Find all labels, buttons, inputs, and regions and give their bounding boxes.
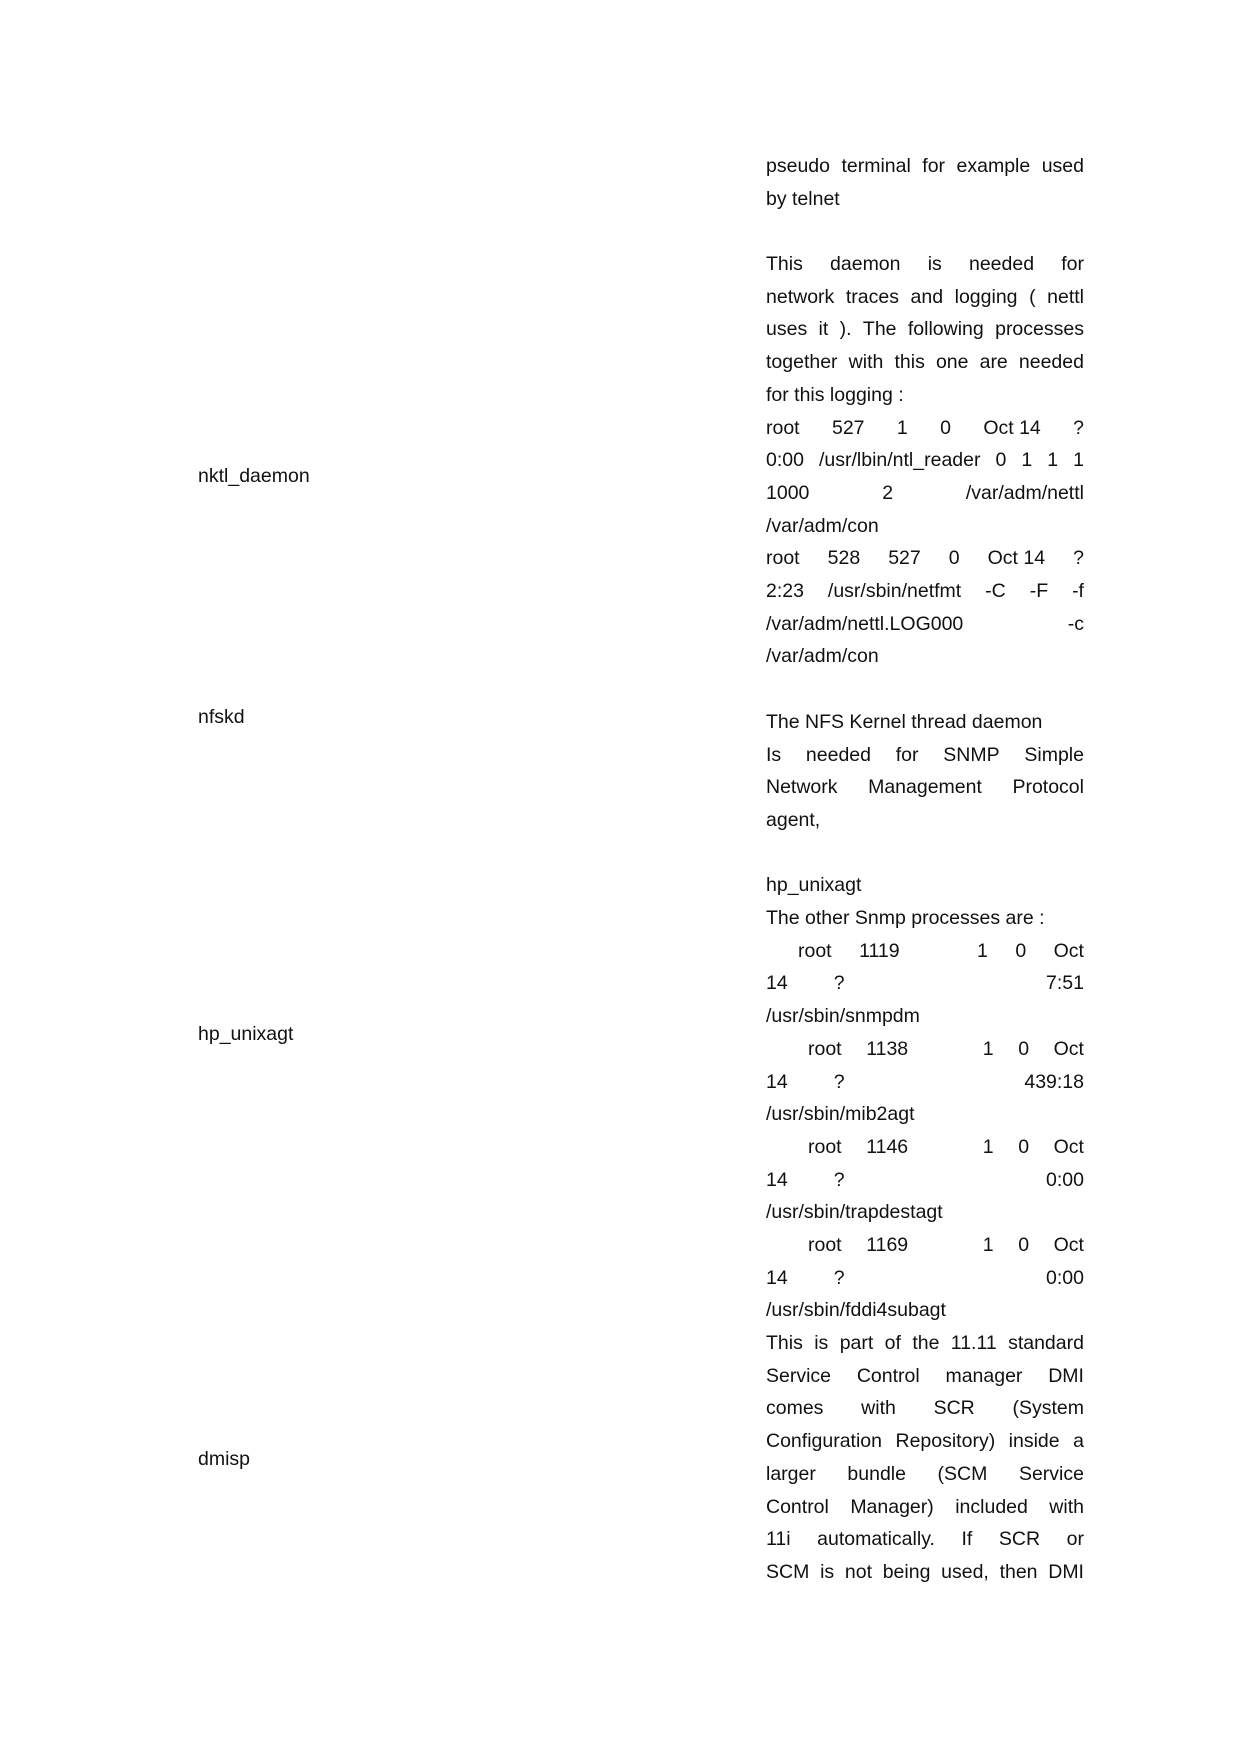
text-line: Is needed for SNMP Simple bbox=[766, 743, 1084, 766]
text-line: Service Control manager DMI bbox=[766, 1364, 1084, 1387]
process-line: root 1146 1 0 Oct bbox=[808, 1135, 1084, 1158]
text-line: The NFS Kernel thread daemon bbox=[766, 710, 1043, 733]
text-line: larger bundle (SCM Service bbox=[766, 1462, 1084, 1485]
text-line: Configuration Repository) inside a bbox=[766, 1430, 1084, 1453]
text-line: network traces and logging ( nettl bbox=[766, 285, 1084, 308]
description-column bbox=[766, 150, 1084, 1589]
process-line: 0:00 /usr/lbin/ntl_reader 0 1 1 1 bbox=[766, 449, 1084, 472]
text-line: uses it ). The following processes bbox=[766, 318, 1084, 341]
text-line: SCM is not being used, then DMI bbox=[766, 1561, 1084, 1583]
process-line: /usr/sbin/fddi4subagt bbox=[766, 1299, 946, 1322]
text-line: together with this one are needed bbox=[766, 351, 1084, 374]
process-line: /var/adm/con bbox=[766, 514, 879, 537]
process-line: root 1169 1 0 Oct bbox=[808, 1233, 1084, 1256]
text-line: hp_unixagt bbox=[766, 874, 862, 897]
text-line: Network Management Protocol bbox=[766, 776, 1084, 799]
process-line: root 1119 1 0 Oct bbox=[798, 939, 1084, 962]
text-line: 11i automatically. If SCR or bbox=[766, 1528, 1084, 1551]
process-line: root 1138 1 0 Oct bbox=[808, 1037, 1084, 1060]
process-line: 14 ? 0:00 bbox=[766, 1168, 1084, 1191]
process-line: /usr/sbin/snmpdm bbox=[766, 1005, 920, 1028]
process-label-nfskd: nfskd bbox=[198, 706, 245, 728]
process-line: root 527 1 0 Oct 14 ? bbox=[766, 416, 1084, 439]
text-line: agent, bbox=[766, 808, 821, 831]
text-line: for this logging : bbox=[766, 383, 904, 406]
text-line: comes with SCR (System bbox=[766, 1397, 1084, 1420]
process-label-nktl-daemon: nktl_daemon bbox=[198, 465, 310, 487]
process-line: 14 ? 0:00 bbox=[766, 1266, 1084, 1289]
process-line: root 528 527 0 Oct 14 ? bbox=[766, 547, 1084, 570]
text-line: by telnet bbox=[766, 187, 840, 210]
process-line: 14 ? 439:18 bbox=[766, 1070, 1084, 1093]
process-line: 2:23 /usr/sbin/netfmt -C -F -f bbox=[766, 580, 1084, 603]
process-line: /var/adm/con bbox=[766, 645, 879, 668]
process-label-dmisp: dmisp bbox=[198, 1448, 251, 1470]
text-line: The other Snmp processes are : bbox=[766, 907, 1045, 930]
text-line: This daemon is needed for bbox=[766, 253, 1084, 276]
process-line: /usr/sbin/trapdestagt bbox=[766, 1201, 943, 1224]
text-line: Control Manager) included with bbox=[766, 1495, 1084, 1518]
process-line: 14 ? 7:51 bbox=[766, 972, 1084, 995]
process-line: /usr/sbin/mib2agt bbox=[766, 1103, 915, 1126]
text-line: This is part of the 11.11 standard bbox=[766, 1332, 1084, 1355]
process-label-hp-unixagt: hp_unixagt bbox=[198, 1023, 294, 1045]
text-line: pseudo terminal for example used bbox=[766, 155, 1084, 177]
process-line: /var/adm/nettl.LOG000 -c bbox=[766, 612, 1084, 635]
process-line: 1000 2 /var/adm/nettl bbox=[766, 481, 1084, 504]
